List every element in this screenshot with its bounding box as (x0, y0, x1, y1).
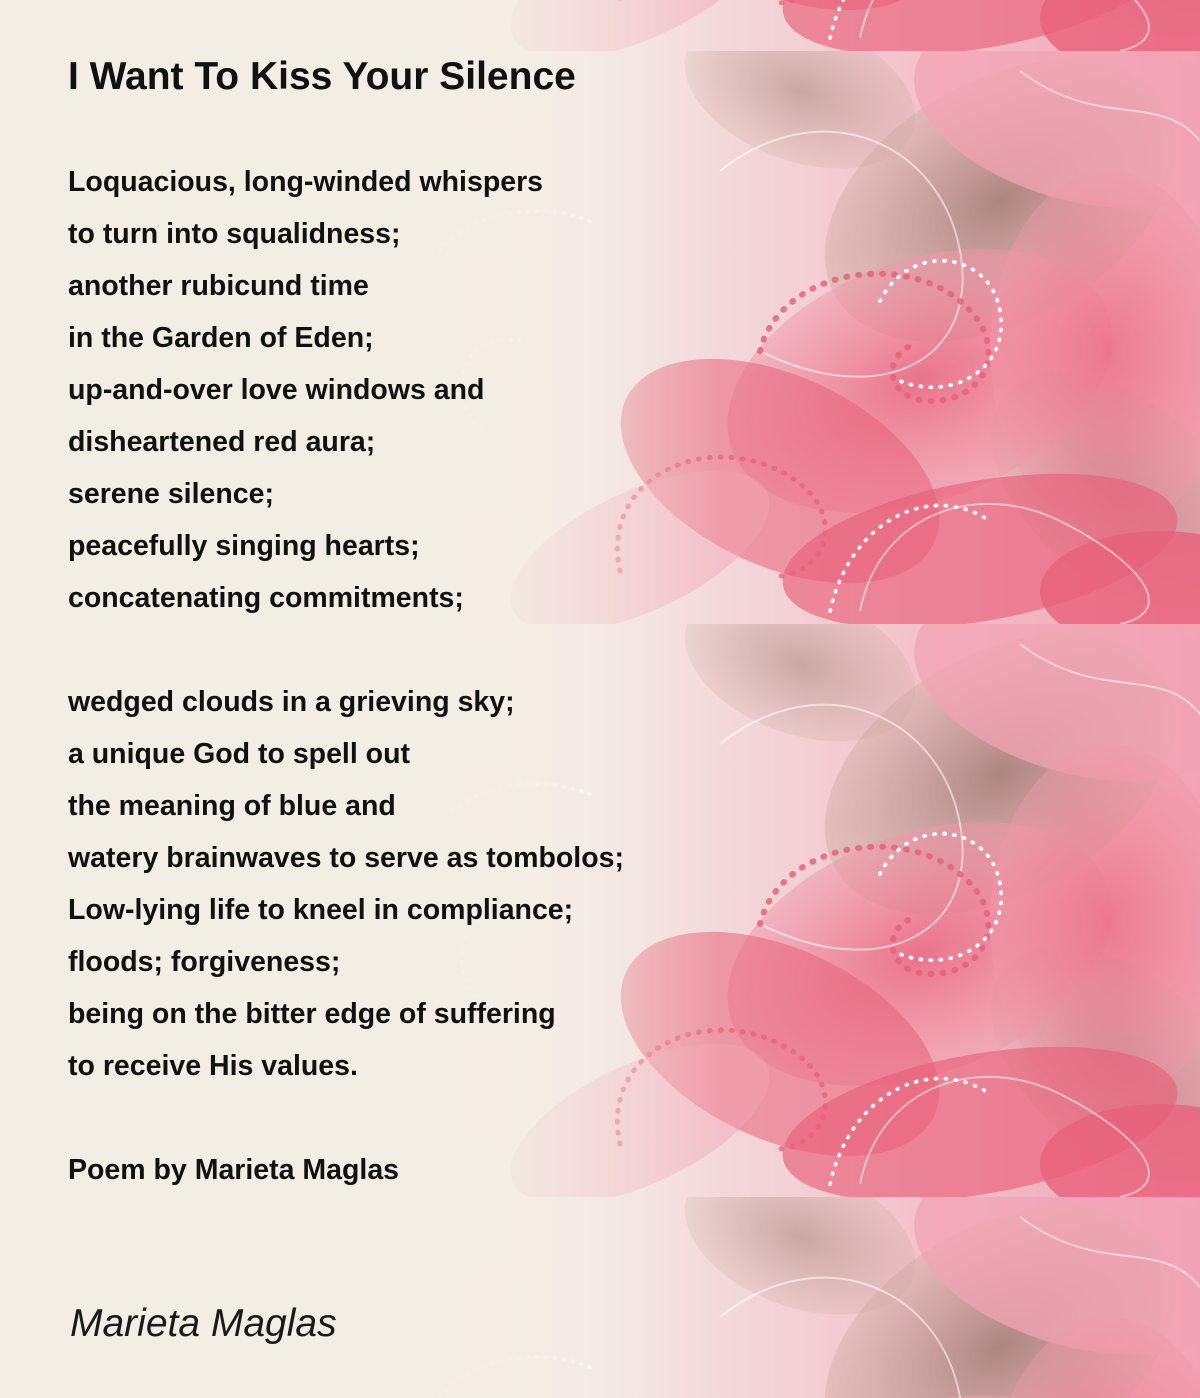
poem-line: to receive His values. (68, 1050, 358, 1082)
poem-body (68, 156, 624, 1196)
poem-line: the meaning of blue and (68, 790, 396, 822)
stanza-gap (68, 624, 624, 676)
poem-line: concatenating commitments; (68, 582, 464, 614)
poem-line: wedged clouds in a grieving sky; (68, 686, 515, 718)
stanza-gap (68, 1092, 624, 1144)
poem-line: up-and-over love windows and (68, 374, 485, 406)
poem-line: Loquacious, long-winded whispers (68, 166, 544, 198)
poem-line: another rubicund time (68, 270, 369, 302)
poem-line: watery brainwaves to serve as tombolos; (68, 842, 624, 874)
poem-line: Low-lying life to kneel in compliance; (68, 894, 574, 926)
poem-line: disheartened red aura; (68, 426, 376, 458)
poem-title: I Want To Kiss Your Silence (68, 55, 576, 98)
poem-line: to turn into squalidness; (68, 218, 401, 250)
poem-line: being on the bitter edge of suffering (68, 998, 556, 1030)
poem-line: floods; forgiveness; (68, 946, 341, 978)
poem-line: in the Garden of Eden; (68, 322, 374, 354)
poem-line: serene silence; (68, 478, 274, 510)
poem-line: a unique God to spell out (68, 738, 410, 770)
stanza-2 (68, 676, 624, 1092)
stanza-1 (68, 156, 624, 624)
poem-byline: Poem by Marieta Maglas (68, 1154, 400, 1186)
poem-line: peacefully singing hearts; (68, 530, 420, 562)
author-signature: Marieta Maglas (70, 1302, 337, 1345)
